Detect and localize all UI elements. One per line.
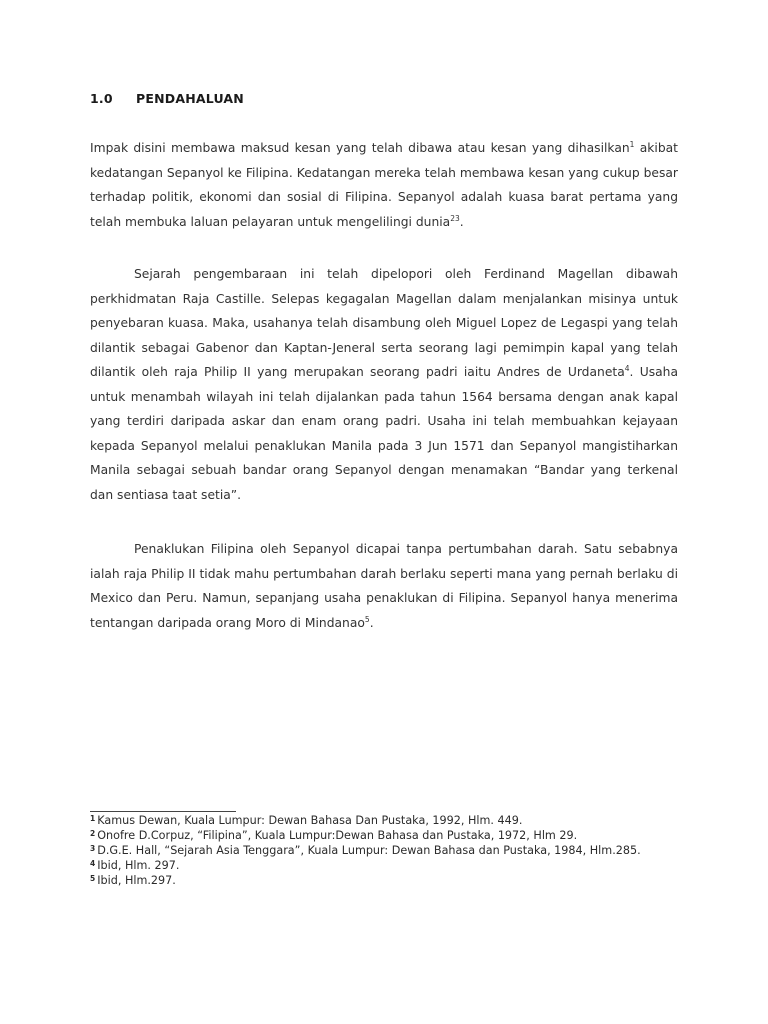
paragraph-1-text-b: akibat kedatangan Sepanyol ke Filipina. Kedatangan mereka telah membawa kesan yang cukup besar terhadap politik, ekonomi dan sosial di Filipina. Sepanyol adalah kuasa barat pertama yang telah membuka laluan pelayaran untuk mengelilingi dunia [90,141,678,229]
footnote-separator [90,811,236,812]
paragraph-1 [90,136,678,234]
paragraph-3-text-b: . [369,615,374,630]
footnote-mark: 3 [90,844,96,853]
footnote-mark: 4 [90,859,96,868]
paragraph-2-text-b: . Usaha untuk menambah wilayah ini telah dijalankan pada tahun 1564 bersama dengan anak kapal yang terdiri daripada askar dan enam orang padri. Usaha ini telah membuahkan kejayaan kepada Sepanyol melalui penaklukan Manila pada 3 Jun 1571 dan Sepanyol mangistiharkan Manila sebagai sebuah bandar orang Sepanyol dengan menamakan “Bandar yang terkenal dan sentiasa taat setia”. [90,365,678,502]
footnote-mark: 5 [90,874,96,883]
footnote-ref-5[interactable]: 5 [364,614,370,624]
paragraph-2 [90,262,678,507]
footnotes [90,813,690,888]
footnote-ref-4[interactable]: 4 [624,364,630,373]
footnote-4 [90,858,690,873]
paragraph-1-text-c: . [459,214,464,229]
footnote-ref-1[interactable]: 1 [629,140,635,149]
footnote-mark: 2 [90,829,96,838]
section-title: PENDAHALUAN [136,91,244,106]
footnote-2 [90,828,690,843]
section-number: 1.0 [90,91,113,106]
footnote-ref-23[interactable]: 23 [450,213,460,223]
section-heading [90,91,244,106]
paragraph-2-text-a: Sejarah pengembaraan ini telah dipelopori oleh Ferdinand Magellan dibawah perkhidmatan Raja Castille. Selepas kegagalan Magellan dalam menjalankan misinya untuk penyebaran kuasa. Maka, usahanya telah disambung oleh Miguel Lopez de Legaspi yang telah dilantik sebagai Gabenor dan Kaptan-Jeneral serta seorang lagi pemimpin kapal yang telah dilantik oleh raja Philip II yang merupakan seorang padri iaitu Andres de Urdaneta [90,267,678,379]
footnote-text: Kamus Dewan, Kuala Lumpur: Dewan Bahasa Dan Pustaka, 1992, Hlm. 449. [97,814,523,827]
footnote-text: Onofre D.Corpuz, “Filipina”, Kuala Lumpur:Dewan Bahasa dan Pustaka, 1972, Hlm 29. [97,829,578,842]
footnote-5 [90,873,690,888]
footnote-mark: 1 [90,814,96,823]
footnote-1 [90,813,690,828]
paragraph-1-text-a: Impak disini membawa maksud kesan yang telah dibawa atau kesan yang dihasilkan [90,141,630,155]
footnote-text: Ibid, Hlm. 297. [97,859,180,872]
footnote-text: D.G.E. Hall, “Sejarah Asia Tenggara”, Kuala Lumpur: Dewan Bahasa dan Pustaka, 1984, Hlm.285. [97,844,641,857]
footnote-3 [90,843,690,858]
footnote-text: Ibid, Hlm.297. [97,874,176,887]
paragraph-3 [90,537,678,635]
paragraph-3-text-a: Penaklukan Filipina oleh Sepanyol dicapai tanpa pertumbahan darah. Satu sebabnya ialah raja Philip II tidak mahu pertumbahan darah berlaku seperti mana yang pernah berlaku di Mexico dan Peru. Namun, sepanjang usaha penaklukan di Filipina. Sepanyol hanya menerima tentangan daripada orang Moro di Mindanao [90,542,678,630]
